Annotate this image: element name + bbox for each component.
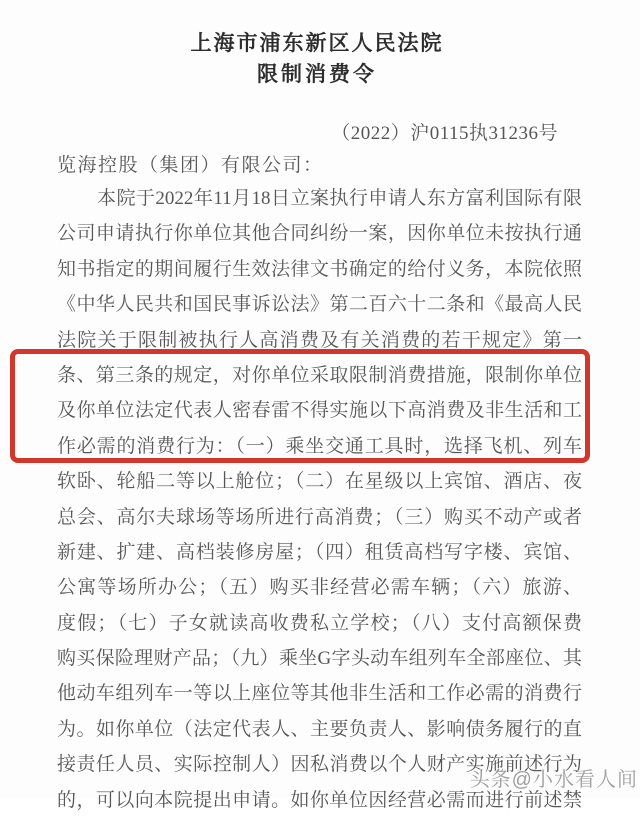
body-line-highlighted: 作必需的消费行为：（一）乘坐交通工具时，选择飞机、列车 (57, 435, 582, 457)
body-line: 度假；（七）子女就读高收费私立学校；（八）支付高额保费 (57, 612, 582, 634)
body-line: 本院于2022年11月18日立案执行申请人东方富利国际有限 (97, 188, 582, 209)
body-line: 为。如你单位（法定代表人、主要负责人、影响债务履行的直 (57, 718, 582, 740)
case-number: （2022）沪0115执31236号 (331, 123, 558, 144)
body-line: 新建、扩建、高档装修房屋；（四）租赁高档写字楼、宾馆、 (57, 541, 582, 563)
body-line: 的，可以向本院提出申请。如你单位因经营必需而进行前述禁 (57, 789, 582, 811)
court-name-heading: 上海市浦东新区人民法院 (190, 31, 444, 55)
document-body (57, 181, 582, 818)
body-line: 公寓等场所办公；（五）购买非经营必需车辆；（六）旅游、 (57, 577, 582, 599)
body-line: 软卧、轮船二等以上舱位；（二）在星级以上宾馆、酒店、夜 (57, 471, 582, 493)
watermark-text: 头条@小水看人间 (469, 769, 638, 791)
body-line: 公司申请执行你单位其他合同纠纷一案，因你单位未按执行通 (57, 223, 582, 245)
body-line: 总会、高尔夫球场等场所进行高消费；（三）购买不动产或者 (57, 506, 582, 528)
body-line: 他动车组列车一等以上座位等其他非生活和工作必需的消费行 (57, 683, 582, 705)
body-line: 《中华人民共和国民事诉讼法》第二百六十二条和《最高人民 (57, 294, 582, 316)
body-line-highlighted: 及你单位法定代表人密春雷不得实施以下高消费及非生活和工 (57, 400, 582, 422)
body-line-highlighted: 条、第三条的规定，对你单位采取限制消费措施，限制你单位 (57, 364, 582, 386)
body-line: 法院关于限制被执行人高消费及有关消费的若干规定》第一 (57, 329, 582, 351)
body-line: 购买保险理财产品；（九）乘坐G字头动车组列车全部座位、其 (57, 648, 582, 670)
document-title: 限制消费令 (257, 62, 377, 86)
body-line: 接责任人员、实际控制人）因私消费以个人财产实施前述行为 (57, 754, 582, 776)
addressee-line: 览海控股（集团）有限公司： (57, 155, 324, 176)
body-line: 知书指定的期间履行生效法律文书确定的给付义务，本院依照 (57, 258, 582, 280)
